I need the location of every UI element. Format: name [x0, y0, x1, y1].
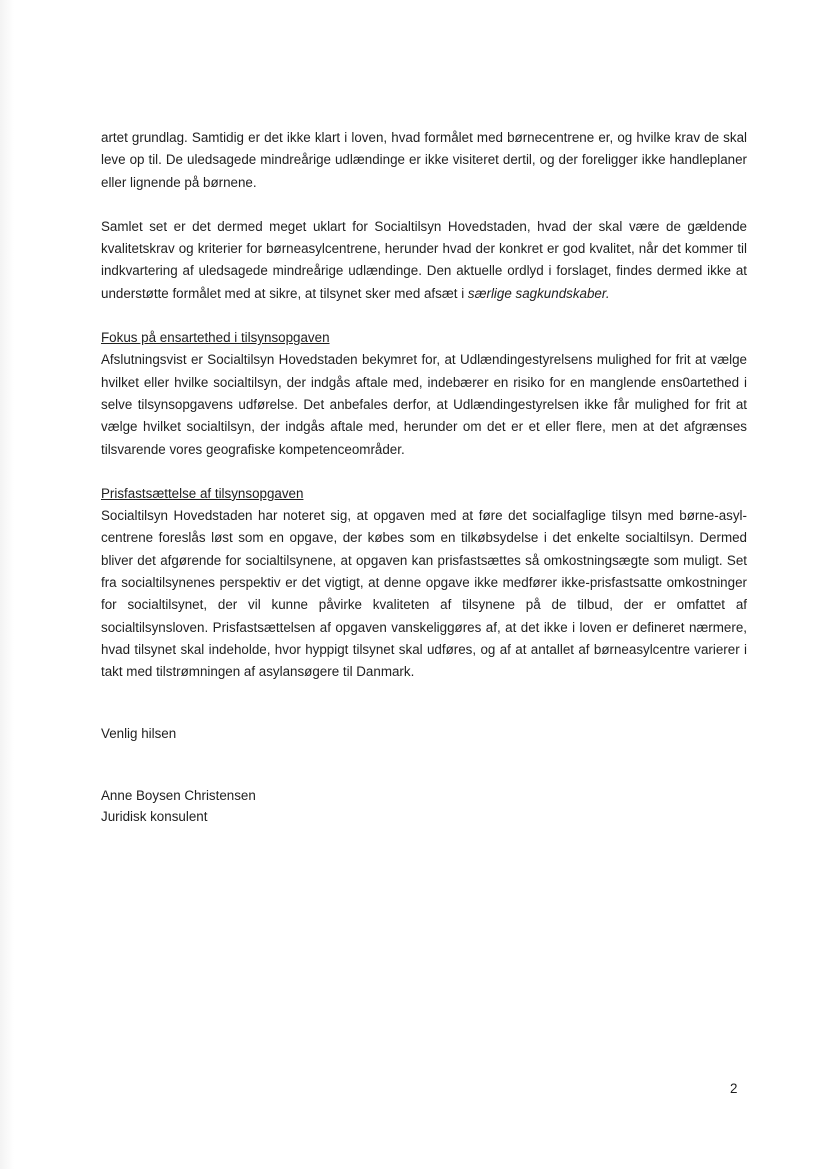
signature-block — [101, 785, 747, 828]
letter-body — [101, 127, 747, 828]
section-heading-ensartethed: Fokus på ensartethed i tilsynsopgaven — [101, 330, 330, 346]
summary-text: Samlet set er det dermed meget uklart for Socialtilsyn Hovedstaden, hvad der skal være de gældende kvalitetskrav og kriterier for børneasylcentrene, herunder hvad der konkret er god kvalitet, når det kommer til indkvartering af uledsagede mindreårige udlændinge. Den aktuelle ordlyd i forslaget, findes dermed ikke at understøtte formålet med at sikre, at tilsynet sker med afsæt i — [101, 218, 747, 301]
section-body-ensartethed: Afslutningsvist er Socialtilsyn Hovedstaden bekymret for, at Udlændingestyrelsens mulighed for frit at vælge hvilket eller hvilke socialtilsyn, der indgås aftale med, indebærer en risiko for en manglende ens0artethed i selve tilsynsopgavens udførelse. Det anbefales derfor, at Udlændingestyrelsen ikke får mulighed for frit at vælge hvilket socialtilsyn, der indgås aftale med, herunder om det er et eller flere, men at det afgrænses tilsvarende vores geografiske kompetenceområder. — [101, 352, 747, 457]
scan-edge — [0, 0, 14, 1169]
closing-greeting: Venlig hilsen — [101, 725, 177, 741]
page-number: 2 — [730, 1081, 738, 1096]
summary-emphasis: særlige sagkundskaber. — [467, 285, 610, 301]
signer-name: Anne Boysen Christensen — [101, 787, 256, 803]
section-body-prisfastsaettelse: Socialtilsyn Hovedstaden har noteret sig, at opgaven med at føre det socialfaglige tilsyn med børne-asylcentrene foreslås løst som en opgave, der købes som en tilkøbsydelse i det enkelte socialtilsyn. Dermed bliver det afgørende for socialtilsynene, at opgaven kan prisfastsættes så omkostningsægte som muligt. Set fra socialtilsynenes perspektiv er det vigtigt, at denne opgave ikke medfører ikke-prisfastsatte omkostninger for socialtilsynet, der vil kunne påvirke kvaliteten af tilsynene på de tilbud, der er omfattet af socialtilsynsloven. Prisfastsættelsen af opgaven vanskeliggøres af, at det ikke i loven er defineret nærmere, hvad tilsynet skal indeholde, hvor hyppigt tilsynet skal udføres, og af at antallet af børneasylcentre varierer i takt med tilstrømningen af asylansøgere til Danmark. — [101, 508, 747, 680]
summary-paragraph — [101, 216, 747, 305]
intro-paragraph: artet grundlag. Samtidig er det ikke klart i loven, hvad formålet med børnecentrene er, og hvilke krav de skal leve op til. De uledsagede mindreårige udlændinge er ikke visiteret dertil, og der foreligger ikke handleplaner eller lignende på børnene. — [101, 130, 747, 190]
signer-title: Juridisk konsulent — [101, 809, 208, 825]
section-heading-prisfastsaettelse: Prisfastsættelse af tilsynsopgaven — [101, 485, 304, 501]
